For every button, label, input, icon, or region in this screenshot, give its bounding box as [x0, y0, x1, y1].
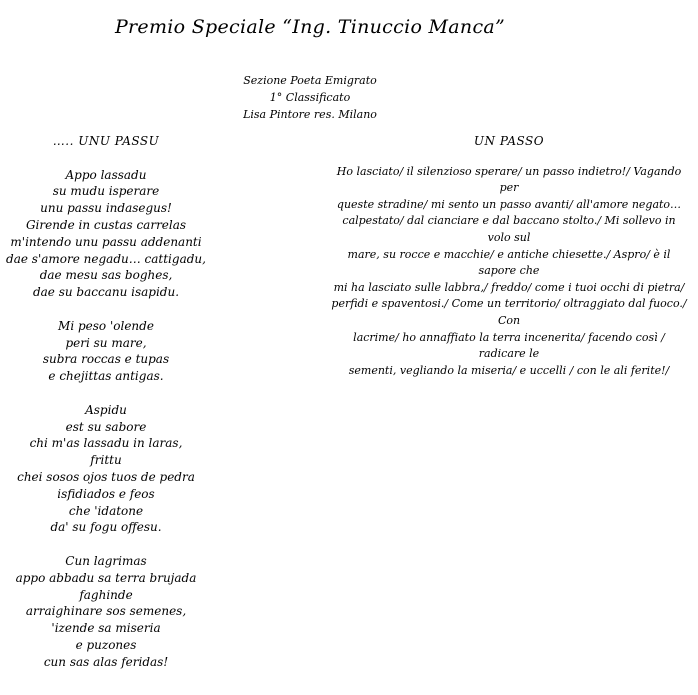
poem-line: e chejittas antigas.: [48, 369, 164, 384]
poem-stanza: [0, 318, 212, 385]
poem-line: cun sas alas feridas!: [43, 654, 169, 669]
translation-column: [330, 133, 688, 379]
poem-title: ….. UNU PASSU: [52, 134, 160, 148]
translation-line: Ho lasciato/ il silenzioso sperare/ un passo indietro!/ Vagando per: [336, 164, 682, 195]
poem-stanza: [0, 167, 212, 301]
poem-line: su mudu isperare: [52, 184, 160, 199]
translation-title: UN PASSO: [473, 134, 545, 148]
award-place: 1° Classificato: [269, 91, 351, 104]
translation-line: queste stradine/ mi sento un passo avanti/ all'amore negato…: [336, 197, 682, 211]
translation-line: perfidi e spaventosi./ Come un territorio/ oltraggiato dal fuoco./ Con: [331, 297, 687, 327]
award-section: Sezione Poeta Emigrato: [243, 74, 377, 87]
page-title: Premio Speciale “Ing. Tinuccio Manca”: [114, 16, 506, 38]
poem-line: est su sabore: [65, 419, 147, 434]
translation-line: mare, su rocce e macchie/ e antiche chiesette./ Aspro/ è il sapore che: [347, 247, 671, 278]
poem-line: faghinde: [79, 587, 133, 602]
poem-line: unu passu indasegus!: [40, 201, 172, 216]
poem-column: [0, 133, 212, 687]
poem-line: e puzones: [75, 637, 137, 652]
poem-stanza: [0, 553, 212, 671]
translation-line: calpestato/ dal cianciare e dal baccano stolto./ Mi sollevo in volo sul: [342, 214, 676, 244]
poem-line: da' su fogu offesu.: [50, 520, 162, 535]
poem-line: chei sosos ojos tuos de pedra: [17, 469, 195, 484]
poem-line: Cun lagrimas: [65, 553, 147, 568]
award-author: Lisa Pintore res. Milano: [243, 108, 377, 121]
poem-line: appo abbadu sa terra brujada: [15, 570, 197, 585]
translation-line: mi ha lasciato sulle labbra,/ freddo/ come i tuoi occhi di pietra/: [333, 280, 685, 294]
poem-line: dae su baccanu isapidu.: [32, 285, 180, 300]
poem-line: arraighinare sos semenes,: [25, 604, 187, 619]
poem-line: chi m'as lassadu in laras,: [29, 436, 183, 451]
poem-line: subra roccas e tupas: [42, 352, 170, 367]
poem-line: peri su mare,: [65, 335, 147, 350]
translation-text: [330, 164, 688, 380]
poem-line: m'intendo unu passu addenanti: [10, 234, 202, 249]
award-info: [160, 72, 460, 123]
poem-line: Aspidu: [85, 402, 127, 417]
poem-line: isfidiados e feos: [57, 486, 155, 501]
translation-line: sementi, vegliando la miseria/ e uccelli / con le ali ferite!/: [348, 363, 670, 377]
translation-line: lacrime/ ho annaffiato la terra incenerita/ facendo così / radicare le: [353, 330, 665, 361]
poem-line: dae s'amore negadu… cattigadu,: [6, 251, 206, 266]
poem-line: frittu: [90, 453, 122, 468]
poem-line: che 'idatone: [68, 503, 144, 518]
poem-line: 'izende sa miseria: [51, 621, 161, 636]
poem-line: Girende in custas carrelas: [25, 217, 187, 232]
poem-line: Mi peso 'olende: [58, 318, 154, 333]
poem-line: Appo lassadu: [65, 167, 147, 182]
poem-stanza: [0, 402, 212, 536]
poem-line: dae mesu sas boghes,: [39, 268, 173, 283]
